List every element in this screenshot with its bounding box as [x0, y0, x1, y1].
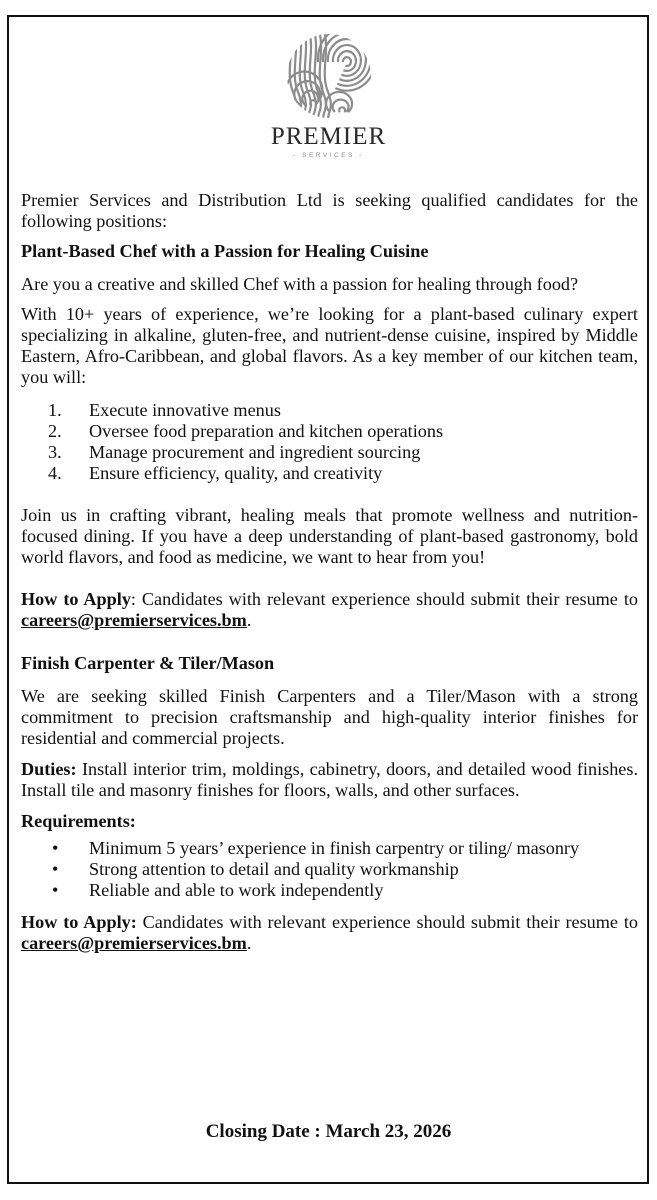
email-link[interactable]: careers@premierservices.bm — [21, 933, 247, 953]
bullet-icon: • — [52, 838, 59, 858]
list-text: Execute innovative menus — [89, 400, 281, 420]
brand-subtitle: - SERVICES - — [293, 152, 364, 159]
list-item — [21, 859, 638, 880]
list-item — [21, 421, 638, 442]
job2-how-to-apply — [21, 912, 638, 954]
list-text: Reliable and able to work independently — [89, 880, 384, 900]
list-item — [21, 442, 638, 463]
apply-text: Candidates with relevant experience should submit their resume to — [141, 589, 638, 609]
duties-text: Install interior trim, moldings, cabinetry, doors, and detailed wood finishes. Install tile and masonry finishes for floors, walls, and other surfaces. — [21, 759, 638, 800]
list-text: Oversee food preparation and kitchen operations — [89, 421, 444, 441]
fingerprint-emblem-icon — [285, 32, 373, 120]
list-number: 2. — [48, 421, 62, 441]
list-number: 3. — [48, 442, 62, 462]
requirements-list — [21, 838, 638, 901]
apply-separator: : — [130, 589, 142, 609]
list-text: Ensure efficiency, quality, and creativity — [89, 463, 383, 483]
job1-title: Plant-Based Chef with a Passion for Healing Cuisine — [21, 241, 429, 261]
bullet-icon: • — [52, 880, 59, 900]
list-number: 4. — [48, 463, 62, 483]
job1-how-to-apply — [21, 589, 638, 631]
apply-label: How to Apply: — [21, 912, 137, 932]
list-item — [21, 463, 638, 484]
intro-paragraph: Premier Services and Distribution Ltd is seeking qualified candidates for the following positions: — [21, 190, 638, 231]
requirements-heading: Requirements: — [21, 811, 136, 831]
job1-question: Are you a creative and skilled Chef with a passion for healing through food? — [21, 274, 579, 294]
job1-closing-paragraph: Join us in crafting vibrant, healing meals that promote wellness and nutrition-focused dining. If you have a deep understanding of plant-based gastronomy, bold world flavors, and food as medicine, we want to hear from you! — [21, 505, 638, 567]
list-number: 1. — [48, 400, 62, 420]
duties-label: Duties: — [21, 759, 77, 779]
list-item — [21, 838, 638, 859]
job-posting-body — [21, 190, 638, 963]
list-item — [21, 400, 638, 421]
email-link[interactable]: careers@premierservices.bm — [21, 610, 247, 630]
period: . — [246, 610, 252, 630]
company-logo — [0, 32, 657, 159]
apply-label: How to Apply — [21, 589, 131, 609]
job2-duties — [21, 759, 638, 801]
list-text: Minimum 5 years’ experience in finish carpentry or tiling/ masonry — [89, 838, 580, 858]
job2-description: We are seeking skilled Finish Carpenters and a Tiler/Mason with a strong commitment to precision craftsmanship and high-quality interior finishes for residential and commercial projects. — [21, 686, 638, 748]
job1-description: With 10+ years of experience, we’re looking for a plant-based culinary expert specializing in alkaline, gluten-free, and nutrient-dense cuisine, inspired by Middle Eastern, Afro-Caribbean, and global flavors. As a key member of our kitchen team, you will: — [21, 304, 638, 387]
job2-title: Finish Carpenter & Tiler/Mason — [21, 653, 275, 673]
apply-text: Candidates with relevant experience should submit their resume to — [136, 912, 638, 932]
bullet-icon: • — [52, 859, 59, 879]
period: . — [246, 933, 252, 953]
brand-name: PREMIER — [270, 123, 387, 150]
list-item — [21, 880, 638, 901]
closing-date: Closing Date : March 23, 2026 — [205, 1121, 452, 1142]
list-text: Manage procurement and ingredient sourcing — [89, 442, 421, 462]
list-text: Strong attention to detail and quality workmanship — [89, 859, 459, 879]
job1-duties-list — [21, 400, 638, 484]
